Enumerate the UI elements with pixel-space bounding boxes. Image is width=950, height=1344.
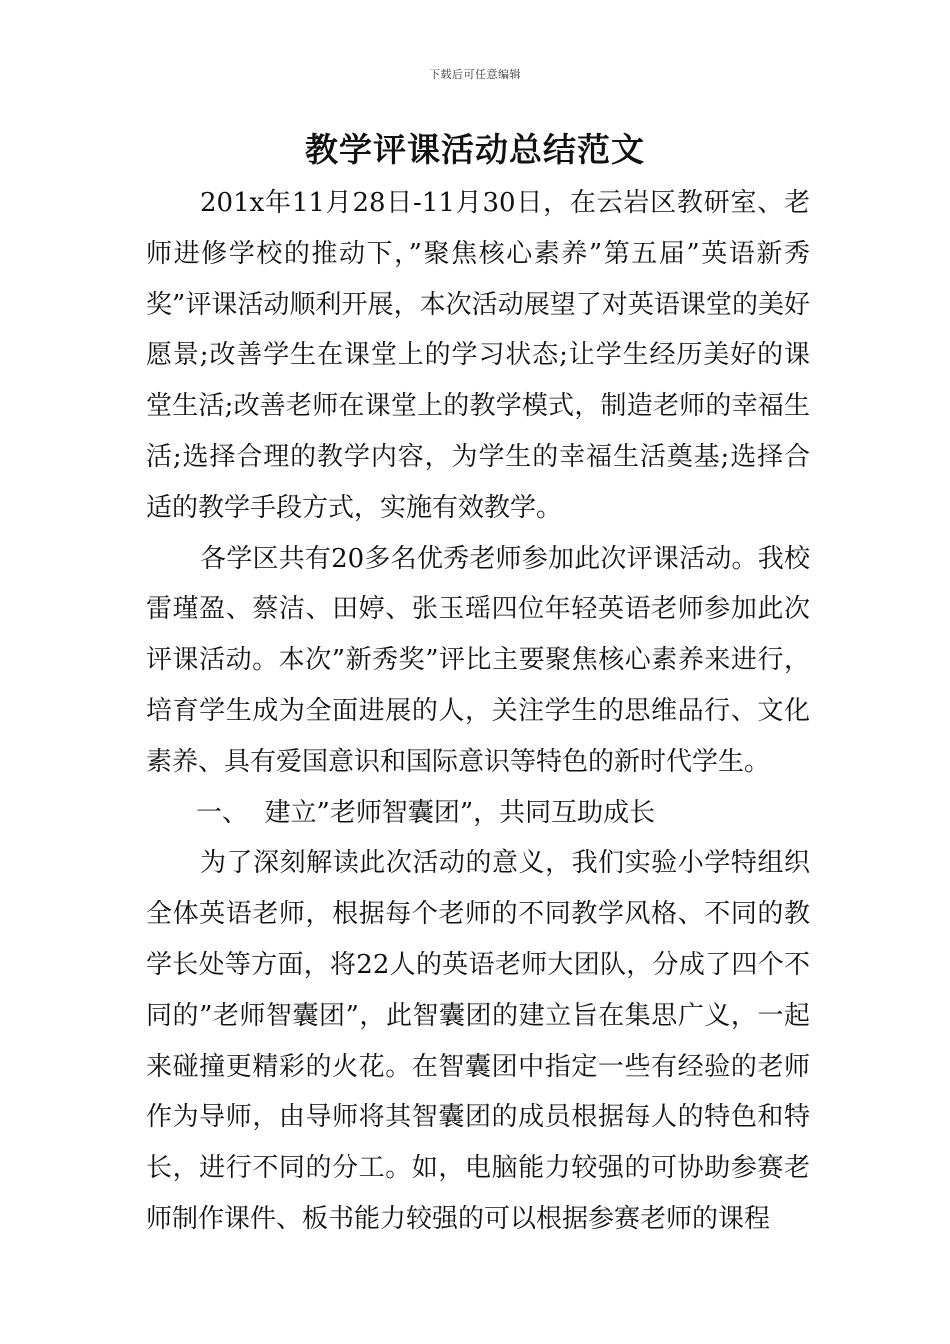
paragraph-intro: 201x年11月28日-11月30日，在云岩区教研室、老师进修学校的推动下，”聚焦核心素养”第五届”英语新秀奖”评课活动顺利开展，本次活动展望了对英语课堂的美好愿景;改善学生在课堂上的学习状态;让学生经历美好的课堂生活;改善老师在课堂上的教学模式，制造老师的幸福生活;选择合理的教学内容，为学生的幸福生活奠基;选择合适的教学手段方式，实施有效教学。 [146,188,810,523]
section-heading: 一、 建立”老师智囊团”，共同互助成长 [196,797,656,828]
document-body [146,178,810,1245]
document-title: 教学评课活动总结范文 [305,130,645,169]
paragraph-section-one: 为了深刻解读此次活动的意义，我们实验小学特组织全体英语老师，根据每个老师的不同教学风格、不同的教学长处等方面，将22人的英语老师大团队，分成了四个不同的”老师智囊团”，此智囊团的建立旨在集思广义，一起来碰撞更精彩的火花。在智囊团中指定一些有经验的老师作为导师，由导师将其智囊团的成员根据每人的特色和特长，进行不同的分工。如，电脑能力较强的可协助参赛老师制作课件、板书能力较强的可以根据参赛老师的课程 [146,848,810,1234]
paragraph-participants: 各学区共有20多名优秀老师参加此次评课活动。我校雷瑾盈、蔡洁、田婷、张玉瑶四位年轻英语老师参加此次评课活动。本次”新秀奖”评比主要聚焦核心素养来进行，培育学生成为全面进展的人，关注学生的思维品行、文化素养、具有爱国意识和国际意识等特色的新时代学生。 [146,543,810,777]
download-note: 下载后可任意编辑 [429,68,521,81]
